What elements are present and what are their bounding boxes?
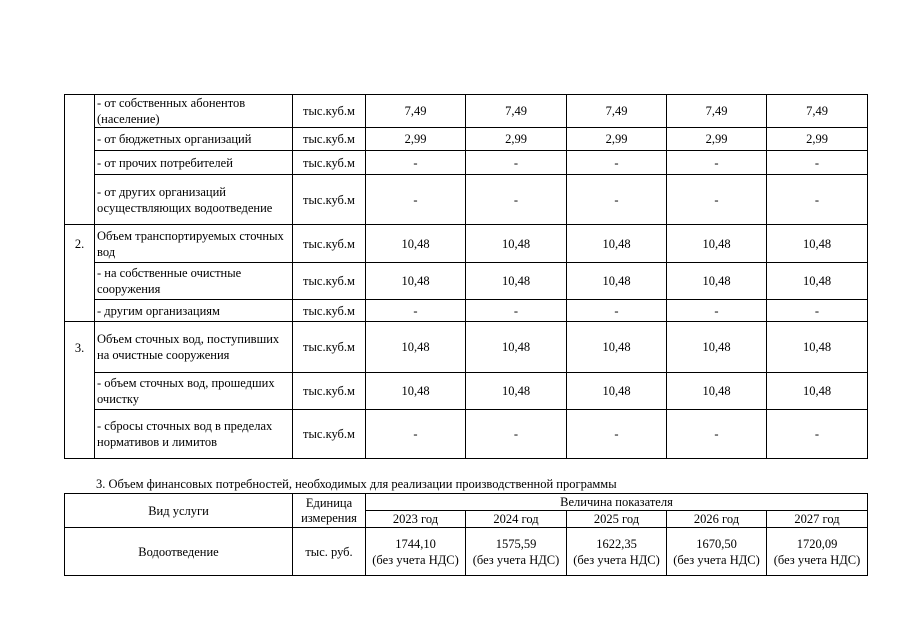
table-row: [65, 175, 868, 225]
table-row: [65, 373, 868, 410]
unit-cell: тыс.куб.м: [293, 225, 366, 263]
service-name: Водоотведение: [65, 528, 293, 576]
value-cell: -: [366, 410, 466, 459]
vat-note: (без учета НДС): [573, 552, 660, 567]
value-cell: 2,99: [767, 128, 868, 151]
production-volumes-table: [64, 94, 868, 459]
unit-cell: тыс.куб.м: [293, 410, 366, 459]
indicator-name: - объем сточных вод, прошедших очистку: [95, 373, 293, 410]
amount: 1720,09: [796, 536, 838, 551]
value-cell: 10,48: [466, 322, 567, 373]
value-cell: 10,48: [667, 225, 767, 263]
amount: 1622,35: [596, 536, 637, 551]
table-row: [65, 95, 868, 128]
row-number: 3.: [65, 322, 95, 459]
value-cell: 10,48: [667, 373, 767, 410]
row-number: 2.: [65, 225, 95, 322]
unit-cell: тыс.куб.м: [293, 263, 366, 300]
value-cell: -: [366, 151, 466, 175]
unit-cell: тыс.куб.м: [293, 128, 366, 151]
indicator-name: - другим организациям: [95, 300, 293, 322]
indicator-name: Объем сточных вод, поступивших на очистные сооружения: [95, 322, 293, 373]
financial-needs-table: [64, 493, 868, 576]
value-cell: 7,49: [667, 95, 767, 128]
header-year: 2026 год: [667, 511, 767, 528]
header-service: Вид услуги: [65, 494, 293, 528]
value-cell: -: [366, 300, 466, 322]
value-cell: 7,49: [767, 95, 868, 128]
amount: 1575,59: [495, 536, 537, 551]
value-cell: [466, 528, 567, 576]
table-row: [65, 263, 868, 300]
amount: 1670,50: [696, 536, 737, 551]
value-cell: 7,49: [466, 95, 567, 128]
value-cell: 10,48: [667, 263, 767, 300]
table-row: [65, 225, 868, 263]
value-cell: 10,48: [466, 263, 567, 300]
unit-cell: тыс.куб.м: [293, 373, 366, 410]
value-cell: 10,48: [366, 373, 466, 410]
unit-cell: тыс. руб.: [293, 528, 366, 576]
value-cell: 10,48: [366, 263, 466, 300]
table-row: [65, 528, 868, 576]
value-cell: 10,48: [466, 373, 567, 410]
value-cell: -: [767, 410, 868, 459]
value-cell: -: [567, 300, 667, 322]
vat-note: (без учета НДС): [773, 552, 861, 567]
value-cell: 10,48: [767, 263, 868, 300]
value-cell: -: [466, 151, 567, 175]
header-year: 2023 год: [366, 511, 466, 528]
value-cell: 10,48: [767, 225, 868, 263]
table-row: [65, 410, 868, 459]
value-cell: 10,48: [366, 322, 466, 373]
header-year: 2027 год: [767, 511, 868, 528]
unit-cell: тыс.куб.м: [293, 322, 366, 373]
value-cell: [567, 528, 667, 576]
indicator-name: Объем транспортируемых сточных вод: [95, 225, 293, 263]
value-cell: -: [567, 175, 667, 225]
value-cell: 10,48: [366, 225, 466, 263]
value-cell: 10,48: [567, 322, 667, 373]
value-cell: [767, 528, 868, 576]
value-cell: -: [366, 175, 466, 225]
indicator-name: - от бюджетных организаций: [95, 128, 293, 151]
value-cell: -: [667, 151, 767, 175]
table-row: [65, 300, 868, 322]
value-cell: [366, 528, 466, 576]
value-cell: 7,49: [567, 95, 667, 128]
value-cell: 2,99: [366, 128, 466, 151]
value-cell: 10,48: [466, 225, 567, 263]
value-cell: 10,48: [567, 263, 667, 300]
value-cell: 7,49: [366, 95, 466, 128]
value-cell: -: [667, 410, 767, 459]
value-cell: -: [667, 300, 767, 322]
value-cell: [667, 528, 767, 576]
value-cell: -: [767, 175, 868, 225]
value-cell: 2,99: [667, 128, 767, 151]
unit-cell: тыс.куб.м: [293, 175, 366, 225]
amount: 1744,10: [395, 536, 436, 551]
header-year: 2024 год: [466, 511, 567, 528]
indicator-name: - от других организаций осуществляющих водоотведение: [95, 175, 293, 225]
value-cell: 10,48: [667, 322, 767, 373]
value-cell: -: [767, 300, 868, 322]
header-value: Величина показателя: [366, 494, 868, 511]
indicator-name: - сбросы сточных вод в пределах нормативов и лимитов: [95, 410, 293, 459]
unit-cell: тыс.куб.м: [293, 300, 366, 322]
header-year: 2025 год: [567, 511, 667, 528]
row-number: [65, 95, 95, 225]
vat-note: (без учета НДС): [673, 552, 760, 567]
table-row: [65, 128, 868, 151]
value-cell: 2,99: [567, 128, 667, 151]
unit-cell: тыс.куб.м: [293, 151, 366, 175]
value-cell: 2,99: [466, 128, 567, 151]
vat-note: (без учета НДС): [372, 552, 459, 567]
header-unit: Единица измерения: [293, 494, 366, 528]
indicator-name: - от собственных абонентов (население): [95, 95, 293, 128]
value-cell: -: [767, 151, 868, 175]
value-cell: 10,48: [767, 322, 868, 373]
table-row: [65, 151, 868, 175]
value-cell: -: [466, 300, 567, 322]
value-cell: 10,48: [567, 373, 667, 410]
value-cell: -: [466, 175, 567, 225]
value-cell: -: [667, 175, 767, 225]
value-cell: -: [466, 410, 567, 459]
header-row: [65, 494, 868, 511]
unit-cell: тыс.куб.м: [293, 95, 366, 128]
section-3-title: 3. Объем финансовых потребностей, необходимых для реализации производственной программы: [96, 477, 617, 491]
vat-note: (без учета НДС): [472, 552, 560, 567]
table-row: [65, 322, 868, 373]
value-cell: 10,48: [767, 373, 868, 410]
value-cell: 10,48: [567, 225, 667, 263]
value-cell: -: [567, 410, 667, 459]
value-cell: -: [567, 151, 667, 175]
indicator-name: - на собственные очистные сооружения: [95, 263, 293, 300]
indicator-name: - от прочих потребителей: [95, 151, 293, 175]
